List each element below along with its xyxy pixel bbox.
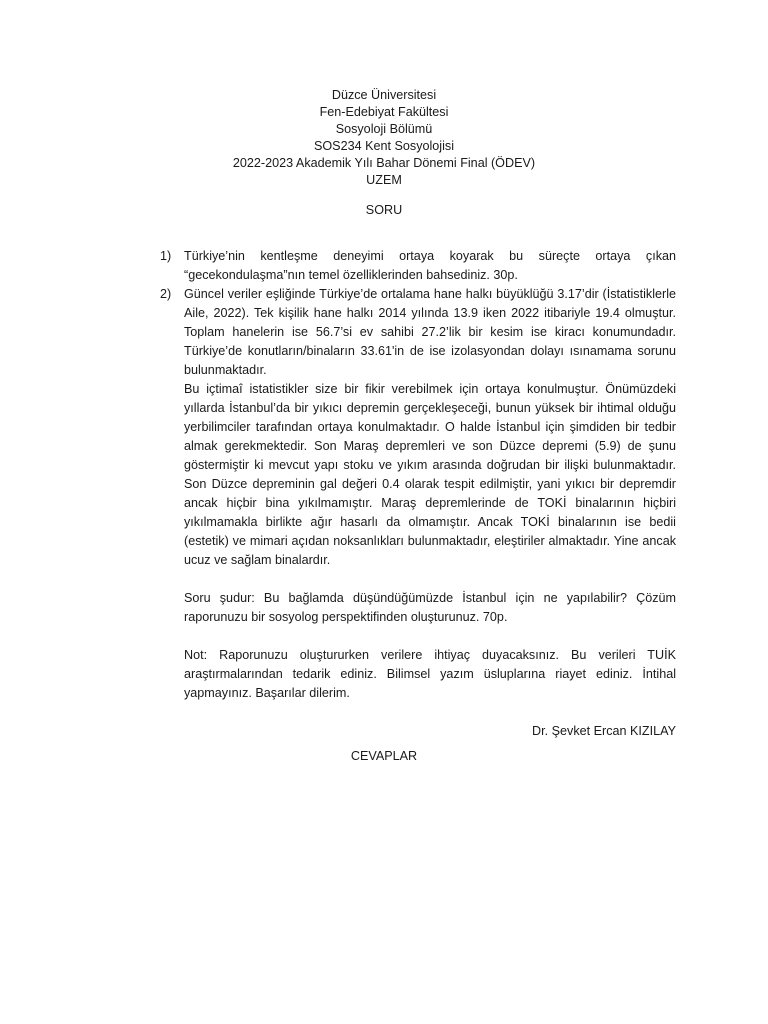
paragraph-spacer bbox=[184, 703, 676, 722]
question-list bbox=[160, 247, 676, 741]
question-number: 2) bbox=[160, 287, 172, 301]
question-paragraph: Türkiye’nin kentleşme deneyimi ortaya koyarak bu süreçte ortaya çıkan “gecekondulaşma”nın temel özelliklerinden bahsediniz. 30p. bbox=[184, 249, 676, 282]
question-paragraph: Soru şudur: Bu bağlamda düşündüğümüzde İstanbul için ne yapılabilir? Çözüm raporunuzu bir sosyolog perspektifinden oluşturunuz. 70p. bbox=[184, 591, 676, 624]
question-body bbox=[184, 285, 676, 741]
university-name: Düzce Üniversitesi bbox=[331, 88, 437, 102]
signature: Dr. Şevket Ercan KIZILAY bbox=[532, 724, 676, 738]
term-title: 2022-2023 Akademik Yılı Bahar Dönemi Final (ÖDEV) bbox=[232, 156, 536, 170]
faculty-name: Fen-Edebiyat Fakültesi bbox=[319, 105, 449, 119]
question-2 bbox=[160, 285, 676, 741]
question-1 bbox=[160, 247, 676, 285]
question-body bbox=[184, 247, 676, 285]
paragraph-spacer bbox=[184, 570, 676, 589]
paragraph-spacer bbox=[184, 627, 676, 646]
question-paragraph: Bu içtimaî istatistikler size bir fikir verebilmek için ortaya konulmuştur. Önümüzdeki yıllarda İstanbul’da bir yıkıcı depremin gerçekleşeceği, bunun yüksek bir ihtimal olduğu yerbilimciler tarafından ortaya konulmaktadır. O halde İstanbul için şimdiden bir tedbir almak gerekmektedir. Son Maraş depremleri ve son Düzce depremi (5.9) de şunu göstermiştir ki mevcut yapı stoku ve yıkım arasında doğrudan bir ilişki bulunmaktadır. Son Düzce depreminin gal değeri 0.4 olarak tespit edilmiştir, yani yıkıcı bir depremdir ancak hiçbir bina yıkılmamıştır. Maraş depremlerinde de TOKİ binalarının hiçbiri yıkılmamakla birlikte ağır hasarlı da olmamıştır. Ancak TOKİ binalarının ise bedii (estetik) ve mimari açıdan noksanlıkları bulunmaktadır, eleştiriler almaktadır. Yine ancak ucuz ve sağlam binalardır. bbox=[184, 382, 676, 567]
department-name: Sosyoloji Bölümü bbox=[335, 122, 433, 136]
delivery-mode: UZEM bbox=[366, 173, 402, 187]
question-paragraph: Güncel veriler eşliğinde Türkiye’de ortalama hane halkı büyüklüğü 3.17’dir (İstatistiklerle Aile, 2022). Tek kişilik hane halkı 2014 yılında 13.9 iken 2022 itibariyle 19.4 olmuştur. Toplam hanelerin ise 56.7’si ev sahibi 27.2’lik bir kesim ise kiracı konumundadır. Türkiye’de konutların/binaların 33.61'in de ise izolasyondan dolayı ısınamama sorunu bulunmaktadır. bbox=[184, 287, 676, 377]
course-name: SOS234 Kent Sosyolojisi bbox=[313, 139, 454, 153]
note-paragraph: Not: Raporunuzu oluştururken verilere ihtiyaç duyacaksınız. Bu verileri TUİK araştırmalarından tedarik ediniz. Bilimsel yazım üsluplarına riayet ediniz. İntihal yapmayınız. Başarılar dilerim. bbox=[184, 648, 676, 700]
document-header bbox=[0, 87, 768, 189]
question-number: 1) bbox=[160, 249, 172, 263]
section-title-soru: SORU bbox=[365, 203, 403, 217]
section-title-cevaplar: CEVAPLAR bbox=[350, 749, 418, 763]
